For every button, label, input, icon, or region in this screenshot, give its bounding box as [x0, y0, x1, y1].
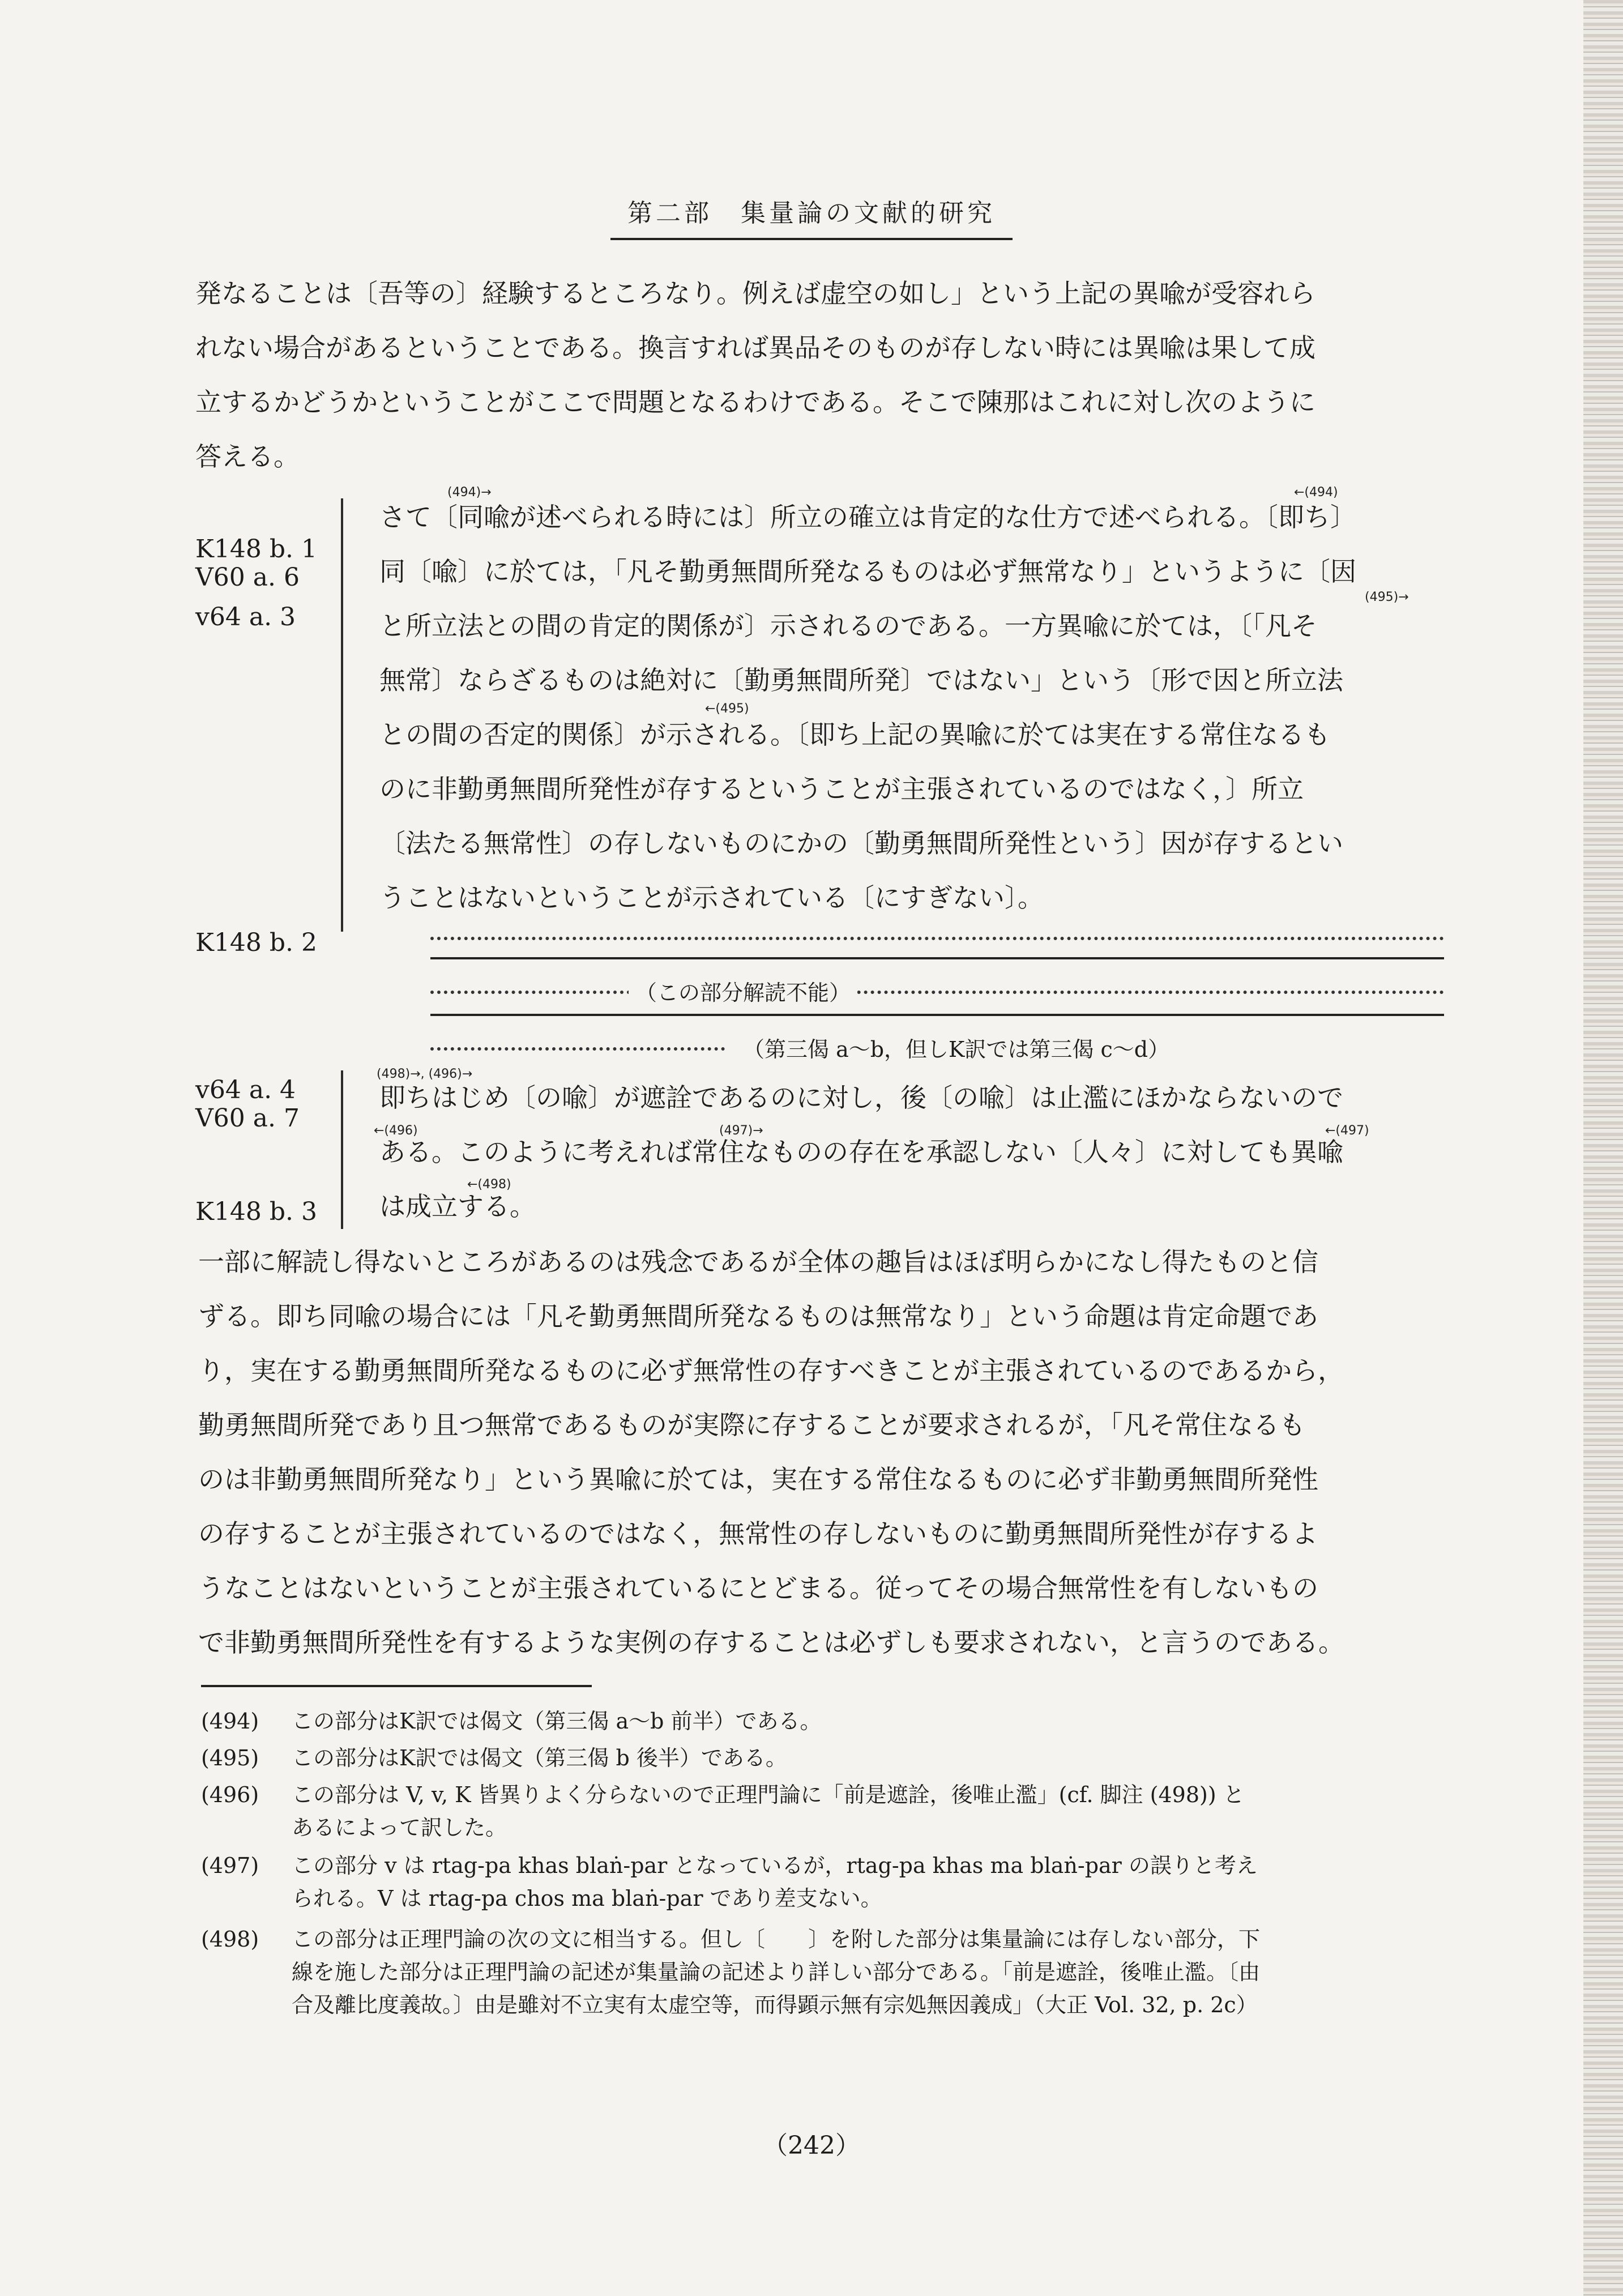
- body-paragraph: [198, 1235, 1467, 1670]
- footnote-text: 線を施した部分は正理門論の記述が集量論の記述より詳しい部分である。「前是遮詮，後唯止濫。〔由: [292, 1960, 1261, 1985]
- text-line: うなことはないということが主張されているにとどまる。従ってその場合無常性を有しないもの: [198, 1573, 1318, 1603]
- margin-ref: v64 a. 3: [195, 603, 296, 631]
- margin-ref: K148 b. 3: [195, 1197, 317, 1226]
- note-mark: ←(498): [467, 1177, 511, 1192]
- scan-edge-decoration: [1583, 0, 1623, 2296]
- text-line: 同〔喩〕に於ては，「凡そ勤勇無間所発なるものは必ず無常なり」というように〔因: [379, 556, 1356, 587]
- text-line: との間の否定的関係〕が示される。〔即ち上記の異喩に於ては実在する常住なるも: [379, 719, 1330, 750]
- note-mark: ←(496): [374, 1124, 418, 1138]
- lacuna-rule: [430, 1014, 1444, 1016]
- note-mark: (495)→: [1365, 590, 1409, 604]
- note-mark: (494)→: [447, 485, 492, 500]
- note-mark: ←(495): [705, 702, 749, 716]
- note-mark: ←(497): [1325, 1124, 1369, 1138]
- margin-refs-1: [195, 535, 317, 631]
- footnote-text: あるによって訳した。: [292, 1815, 507, 1840]
- footnote-text: この部分は V, v, K 皆異りよく分らないので正理門論に「前是遮詮，後唯止濫」(cf. 脚注 (498)) と: [292, 1782, 1245, 1807]
- footnote-text: この部分はK訳では偈文（第三偈 a～b 前半）である。: [292, 1709, 822, 1734]
- text-line: 答える。: [195, 441, 300, 472]
- page-title: 第二部 集量論の文献的研究: [610, 193, 1013, 240]
- text-line: の存することが主張されているのではなく，無常性の存しないものに勤勇無間所発性が存するよ: [198, 1518, 1318, 1549]
- footnote-rule: [201, 1685, 592, 1687]
- text-line: り，実在する勤勇無間所発なるものに必ず無常性の存すべきことが主張されているのであるから，: [198, 1355, 1344, 1386]
- margin-refs-3: [195, 1076, 300, 1133]
- intro-paragraph: [195, 266, 1464, 484]
- footnote-text: 合及離比度義故。〕由是雖対不立実有太虚空等，而得顕示無有宗処無因義成」（大正 Vol. 32, p. 2c）: [292, 1992, 1258, 2017]
- text-line: と所立法との間の肯定的関係が〕示されるのである。一方異喩に於ては，〔「凡そ: [379, 611, 1317, 641]
- text-line: さて〔同喩が述べられる時には〕所立の確立は肯定的な仕方で述べられる。〔即ち〕: [379, 502, 1356, 532]
- text-line: のは非勤勇無間所発なり」という異喩に於ては，実在する常住なるものに必ず非勤勇無間所発性: [198, 1464, 1318, 1495]
- running-header: [0, 193, 1623, 240]
- text-line: 立するかどうかということがここで問題となるわけである。そこで陳那はこれに対し次のように: [195, 387, 1316, 417]
- text-line: 即ちはじめ〔の喩〕が遮詮であるのに対し，後〔の喩〕は止濫にほかならないので: [379, 1082, 1343, 1113]
- footnote-number: (495): [201, 1746, 259, 1770]
- text-line: 一部に解読し得ないところがあるのは残念であるが全体の趣旨はほぼ明らかになし得たものと信: [198, 1247, 1318, 1277]
- citation-block-2: [377, 1067, 1455, 1234]
- text-line: で非勤勇無間所発性を有するような実例の存することは必ずしも要求されない，と言うのである。: [198, 1627, 1344, 1658]
- note-mark: ←(494): [1294, 485, 1338, 500]
- margin-ref: K148 b. 1: [195, 535, 317, 564]
- margin-refs-4: [195, 1198, 317, 1226]
- footnote-number: (494): [201, 1709, 259, 1734]
- footnote-text: この部分は正理門論の次の文に相当する。但し〔 〕を附した部分は集量論には存しない部分，下: [292, 1927, 1261, 1952]
- text-line: 発なることは〔吾等の〕経験するところなり。例えば虚空の如し」という上記の異喩が受容れら: [195, 278, 1316, 309]
- note-mark: (498)→, (496)→: [377, 1067, 473, 1081]
- lacuna-dotted-line: [430, 1045, 725, 1051]
- footnote-text: この部分 v は rtag-pa khas blaṅ-par となっているが，rtag-pa khas ma blaṅ-par の誤りと考え: [292, 1853, 1258, 1878]
- footnote-number: (498): [201, 1927, 259, 1952]
- lacuna-label: （この部分解読不能）: [629, 975, 857, 1006]
- note-mark: (497)→: [719, 1124, 763, 1138]
- text-line: は成立する。: [379, 1191, 536, 1222]
- page-number: （242）: [763, 2131, 860, 2160]
- footnote-number: (497): [201, 1853, 259, 1878]
- text-line: ずる。即ち同喩の場合には「凡そ勤勇無間所発なるものは無常なり」という命題は肯定命題であ: [198, 1301, 1318, 1331]
- text-line: れない場合があるということである。換言すれば異品そのものが存しない時には異喩は果して成: [195, 332, 1316, 363]
- text-line: ある。このように考えれば常住なものの存在を承認しない〔人々〕に対しても異喩: [379, 1137, 1343, 1167]
- lacuna-dotted-line: [430, 934, 1444, 940]
- citation-block: [379, 490, 1455, 925]
- vertical-rule: [341, 1070, 343, 1229]
- text-line: のに非勤勇無間所発性が存するということが主張されているのではなく，〕所立: [379, 774, 1304, 804]
- footnote-text: られる。V は rtag-pa chos ma blaṅ-par であり差支ない。: [292, 1886, 882, 1911]
- lacuna-rule: [430, 957, 1444, 959]
- margin-ref: V60 a. 6: [195, 563, 300, 592]
- lacuna-note: （第三偈 a～b，但しK訳では第三偈 c～d）: [736, 1032, 1176, 1063]
- footnote-number: (496): [201, 1782, 259, 1807]
- text-line: 勤勇無間所発であり且つ無常であるものが実際に存することが要求されるが，「凡そ常住なるも: [198, 1410, 1305, 1440]
- text-line: 無常〕ならざるものは絶対に〔勤勇無間所発〕ではない」という〔形で因と所立法: [379, 665, 1343, 695]
- text-line: うことはないということが示されている〔にすぎない〕。: [379, 882, 1044, 913]
- margin-refs-2: [195, 929, 317, 957]
- margin-ref: K148 b. 2: [195, 928, 317, 957]
- text-line: 〔法たる無常性〕の存しないものにかの〔勤勇無間所発性という〕因が存するとい: [379, 828, 1343, 859]
- footnote-text: この部分はK訳では偈文（第三偈 b 後半）である。: [292, 1746, 787, 1770]
- lacuna-dotted-line: [430, 988, 1444, 994]
- vertical-rule: [341, 498, 343, 932]
- margin-ref: v64 a. 4: [195, 1076, 296, 1104]
- margin-ref: V60 a. 7: [195, 1104, 300, 1133]
